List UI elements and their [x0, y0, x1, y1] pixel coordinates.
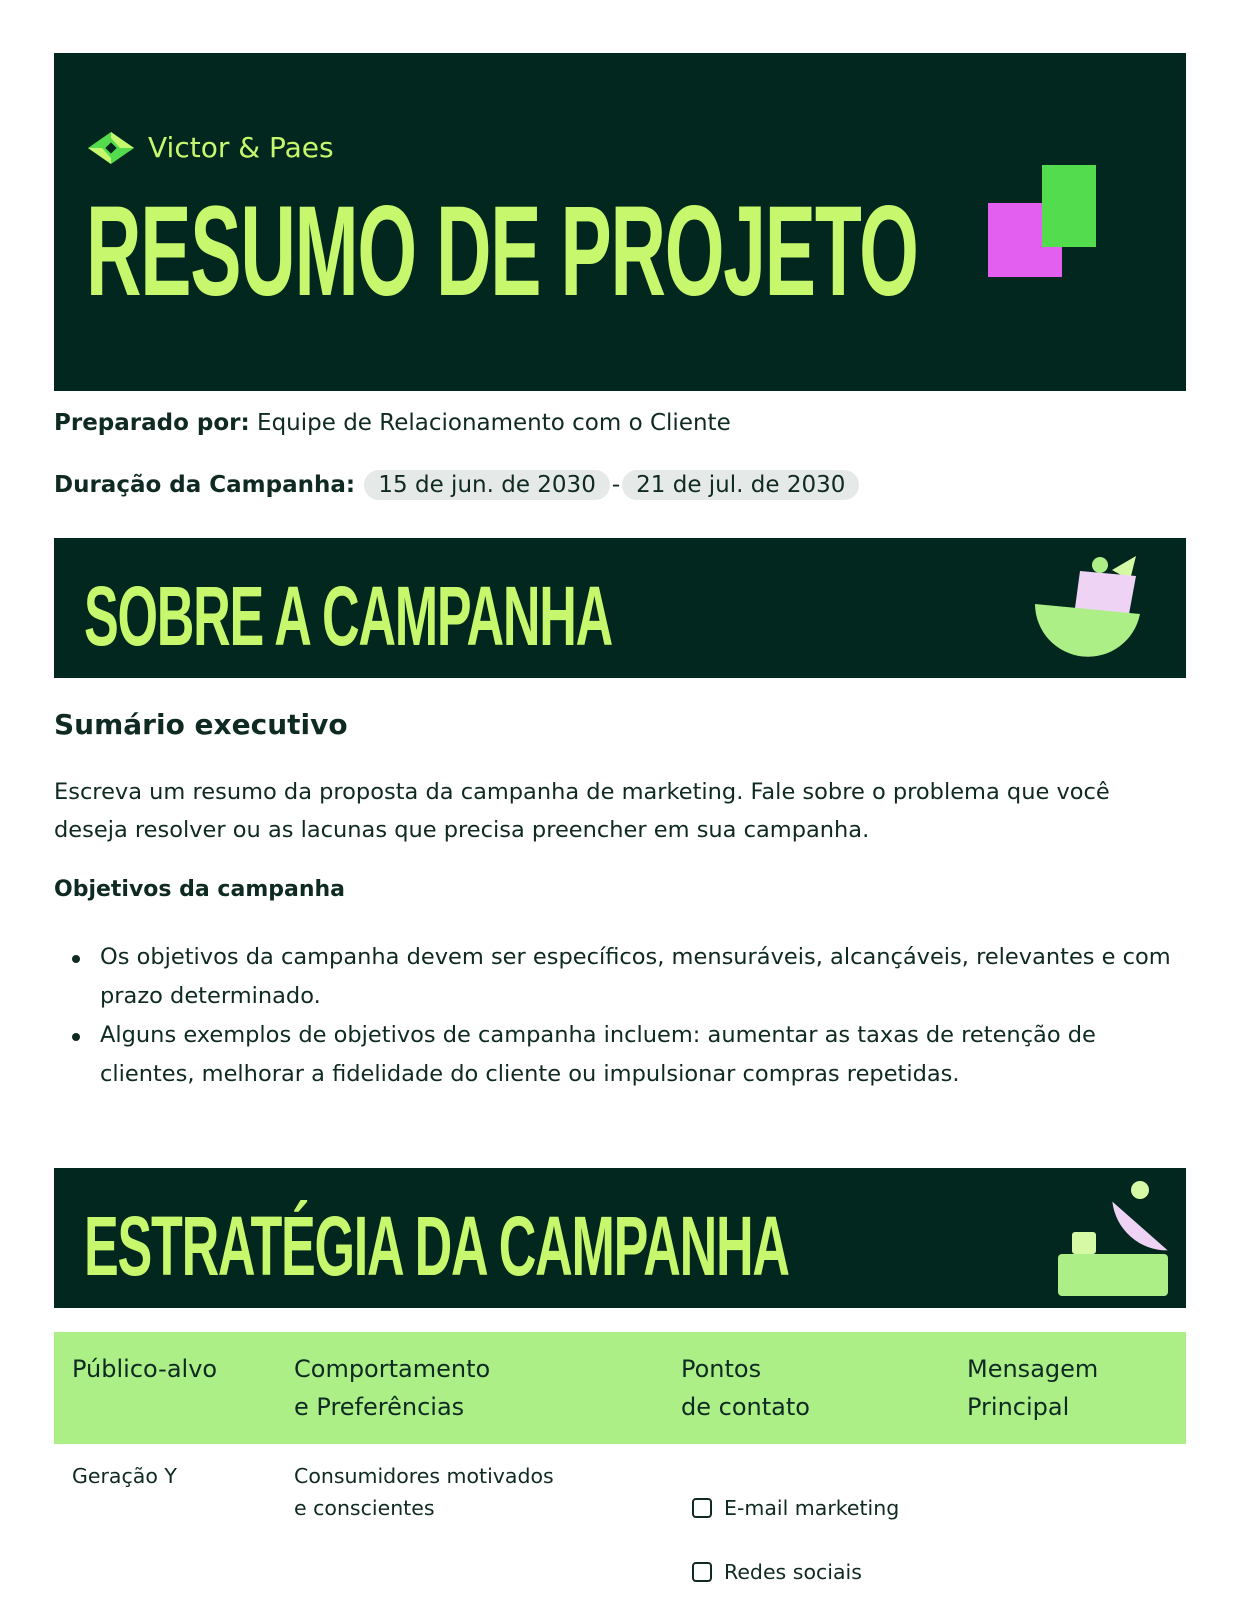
prepared-value: Equipe de Relacionamento com o Cliente — [257, 410, 731, 436]
section-strategy-banner — [54, 1168, 1186, 1308]
list-item: Alguns exemplos de objetivos de campanha incluem: aumentar as taxas de retenção de clientes, melhorar a fidelidade do cliente ou impulsionar compras repetidas. — [100, 1016, 1180, 1094]
objectives-list — [100, 938, 1180, 1094]
col-touchpoints: Pontos de contato — [681, 1355, 810, 1421]
boat-decoration-icon — [1032, 546, 1142, 666]
logo-icon — [88, 132, 134, 164]
cell-touchpoints — [692, 1460, 899, 1620]
page-title: RESUMO DE PROJETO — [86, 180, 918, 323]
end-date[interactable]: 21 de jul. de 2030 — [622, 470, 859, 500]
checkbox-social[interactable] — [692, 1556, 899, 1588]
duration-label: Duração da Campanha: — [54, 472, 356, 498]
squares-decoration-icon — [988, 165, 1098, 280]
strategy-table-header — [54, 1332, 1186, 1444]
col-audience: Público-alvo — [72, 1355, 218, 1383]
col-behavior: Comportamento e Preferências — [294, 1355, 491, 1421]
section-about-banner — [54, 538, 1186, 678]
checkbox-email[interactable] — [692, 1492, 899, 1524]
prepared-by — [54, 410, 731, 436]
cell-audience: Geração Y — [72, 1464, 177, 1488]
col-message: Mensagem Principal — [967, 1355, 1099, 1421]
campaign-duration — [54, 470, 861, 500]
objectives-heading: Objetivos da campanha — [54, 877, 346, 902]
checkbox-label: E-mail marketing — [724, 1496, 900, 1520]
stacked-shapes-decoration-icon — [1054, 1174, 1174, 1304]
date-separator: - — [611, 472, 621, 498]
summary-heading: Sumário executivo — [54, 708, 348, 741]
brand-name: Victor & Paes — [148, 131, 334, 164]
section-title: SOBRE A CAMPANHA — [84, 569, 612, 663]
checkbox-label: Redes sociais — [724, 1560, 862, 1584]
checkbox-icon[interactable] — [692, 1498, 712, 1518]
checkbox-icon[interactable] — [692, 1562, 712, 1582]
section-title: ESTRATÉGIA DA CAMPANHA — [84, 1199, 789, 1293]
header-banner — [54, 53, 1186, 391]
cell-behavior: Consumidores motivados e conscientes — [294, 1464, 554, 1520]
summary-paragraph: Escreva um resumo da proposta da campanha de marketing. Fale sobre o problema que você deseja resolver ou as lacunas que precisa preencher em sua campanha. — [54, 779, 1110, 843]
brand — [88, 131, 334, 164]
prepared-label: Preparado por: — [54, 410, 250, 436]
list-item: Os objetivos da campanha devem ser específicos, mensuráveis, alcançáveis, relevantes e com prazo determinado. — [100, 938, 1180, 1016]
start-date[interactable]: 15 de jun. de 2030 — [364, 470, 609, 500]
